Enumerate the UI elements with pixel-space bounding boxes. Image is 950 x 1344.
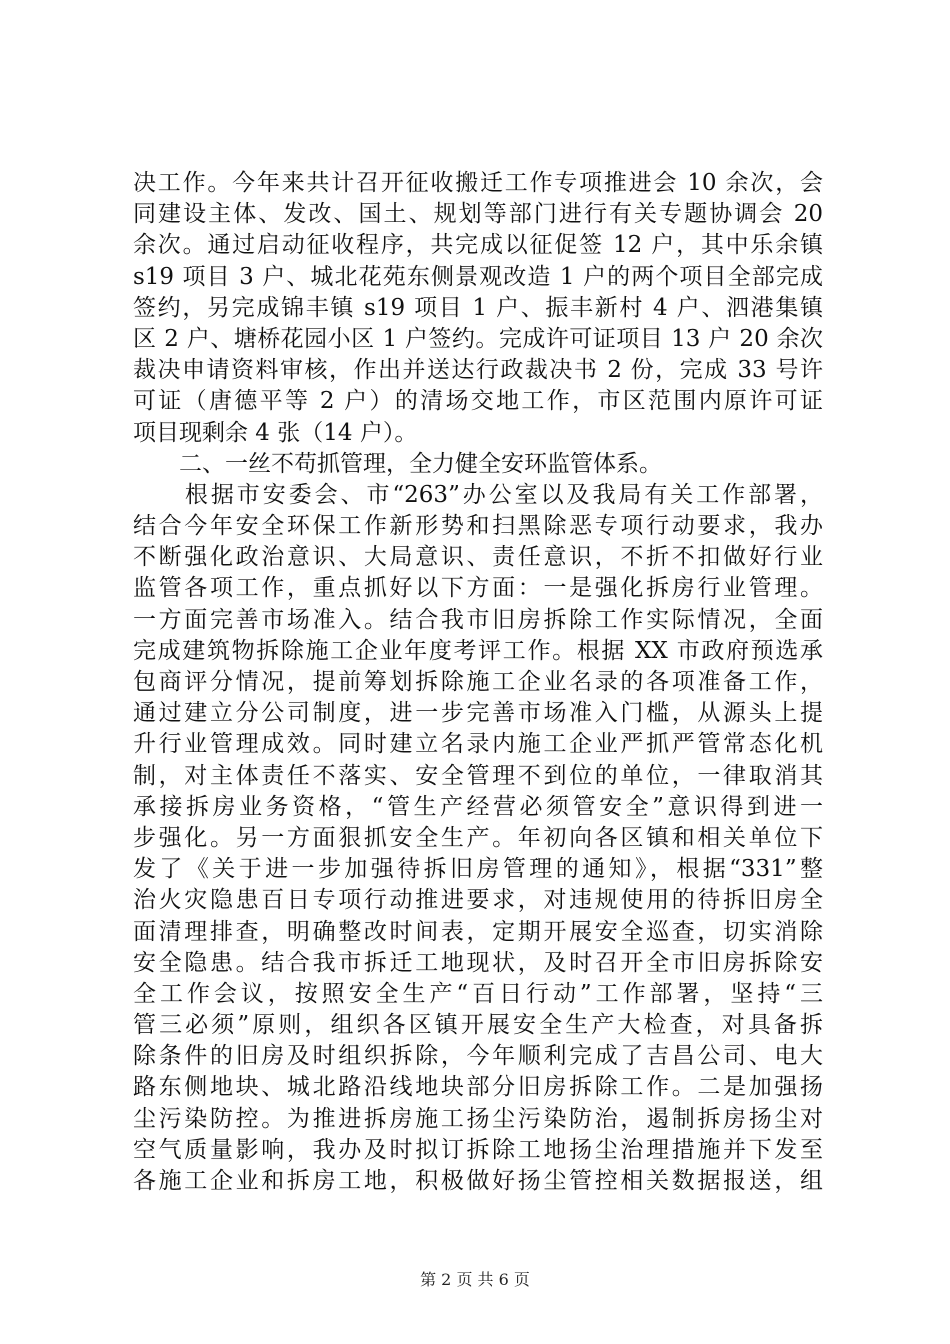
text-line: 尘污染防控。为推进拆房施工扬尘污染防治，遏制拆房扬尘对 <box>133 1105 823 1132</box>
text-line: 完成建筑物拆除施工企业年度考评工作。根据 XX 市政府预选承 <box>133 637 823 664</box>
text-line: 承接拆房业务资格，“管生产经营必须管安全”意识得到进一 <box>133 793 823 820</box>
text-line: 除条件的旧房及时组织拆除，今年顺利完成了吉昌公司、电大 <box>133 1043 823 1070</box>
text-line: 治火灾隐患百日专项行动推进要求，对违规使用的待拆旧房全 <box>133 887 823 914</box>
text-line: 面清理排查，明确整改时间表，定期开展安全巡查，切实消除 <box>133 918 823 945</box>
text-line: 通过建立分公司制度，进一步完善市场准入门槛，从源头上提 <box>133 700 823 727</box>
text-line: 安全隐患。结合我市拆迁工地现状，及时召开全市旧房拆除安 <box>133 949 823 976</box>
text-line: 项目现剩余 4 张（14 户）。 <box>133 419 418 446</box>
text-line: s19 项目 3 户、城北花苑东侧景观改造 1 户的两个项目全部完成 <box>133 263 823 290</box>
text-line: 一方面完善市场准入。结合我市旧房拆除工作实际情况，全面 <box>133 606 823 633</box>
section-heading: 二、一丝不苟抓管理，全力健全安环监管体系。 <box>133 450 662 477</box>
text-line: 包商评分情况，提前筹划拆除施工企业名录的各项准备工作， <box>133 669 823 695</box>
text-line: 可证（唐德平等 2 户）的清场交地工作，市区范围内原许可证 <box>133 388 823 415</box>
text-line: 管三必须”原则，组织各区镇开展安全生产大检查，对具备拆 <box>133 1012 823 1039</box>
page-number: 第 2 页 共 6 页 <box>420 1270 530 1289</box>
text-line: 升行业管理成效。同时建立名录内施工企业严抓严管常态化机 <box>133 731 823 758</box>
text-line: 根据市安委会、市“263”办公室以及我局有关工作部署， <box>133 481 823 508</box>
text-line: 步强化。另一方面狠抓安全生产。年初向各区镇和相关单位下 <box>133 824 823 851</box>
text-line: 空气质量影响，我办及时拟订拆除工地扬尘治理措施并下发至 <box>133 1136 823 1163</box>
text-line: 各施工企业和拆房工地，积极做好扬尘管控相关数据报送，组 <box>133 1168 823 1194</box>
text-line: 发了《关于进一步加强待拆旧房管理的通知》，根据“331”整 <box>133 856 823 883</box>
text-line: 结合今年安全环保工作新形势和扫黑除恶专项行动要求，我办 <box>133 513 823 540</box>
body-text <box>133 168 823 1197</box>
text-line: 区 2 户、塘桥花园小区 1 户签约。完成许可证项目 13 户 20 余次 <box>133 325 823 352</box>
page-footer <box>0 1270 950 1290</box>
text-line: 裁决申请资料审核，作出并送达行政裁决书 2 份，完成 33 号许 <box>133 357 823 384</box>
text-line: 监管各项工作，重点抓好以下方面：一是强化拆房行业管理。 <box>133 575 823 602</box>
text-line: 路东侧地块、城北路沿线地块部分旧房拆除工作。二是加强扬 <box>133 1074 823 1101</box>
text-line: 制，对主体责任不落实、安全管理不到位的单位，一律取消其 <box>133 762 823 789</box>
text-line: 全工作会议，按照安全生产“百日行动”工作部署，坚持“三 <box>133 980 823 1007</box>
text-line: 不断强化政治意识、大局意识、责任意识，不折不扣做好行业 <box>133 544 823 571</box>
text-line: 余次。通过启动征收程序，共完成以征促签 12 户，其中乐余镇 <box>133 232 823 259</box>
text-line: 同建设主体、发改、国土、规划等部门进行有关专题协调会 20 <box>133 201 823 228</box>
text-line: 签约，另完成锦丰镇 s19 项目 1 户、振丰新村 4 户、泗港集镇 <box>133 294 823 321</box>
text-line: 决工作。今年来共计召开征收搬迁工作专项推进会 10 余次，会 <box>133 170 823 196</box>
